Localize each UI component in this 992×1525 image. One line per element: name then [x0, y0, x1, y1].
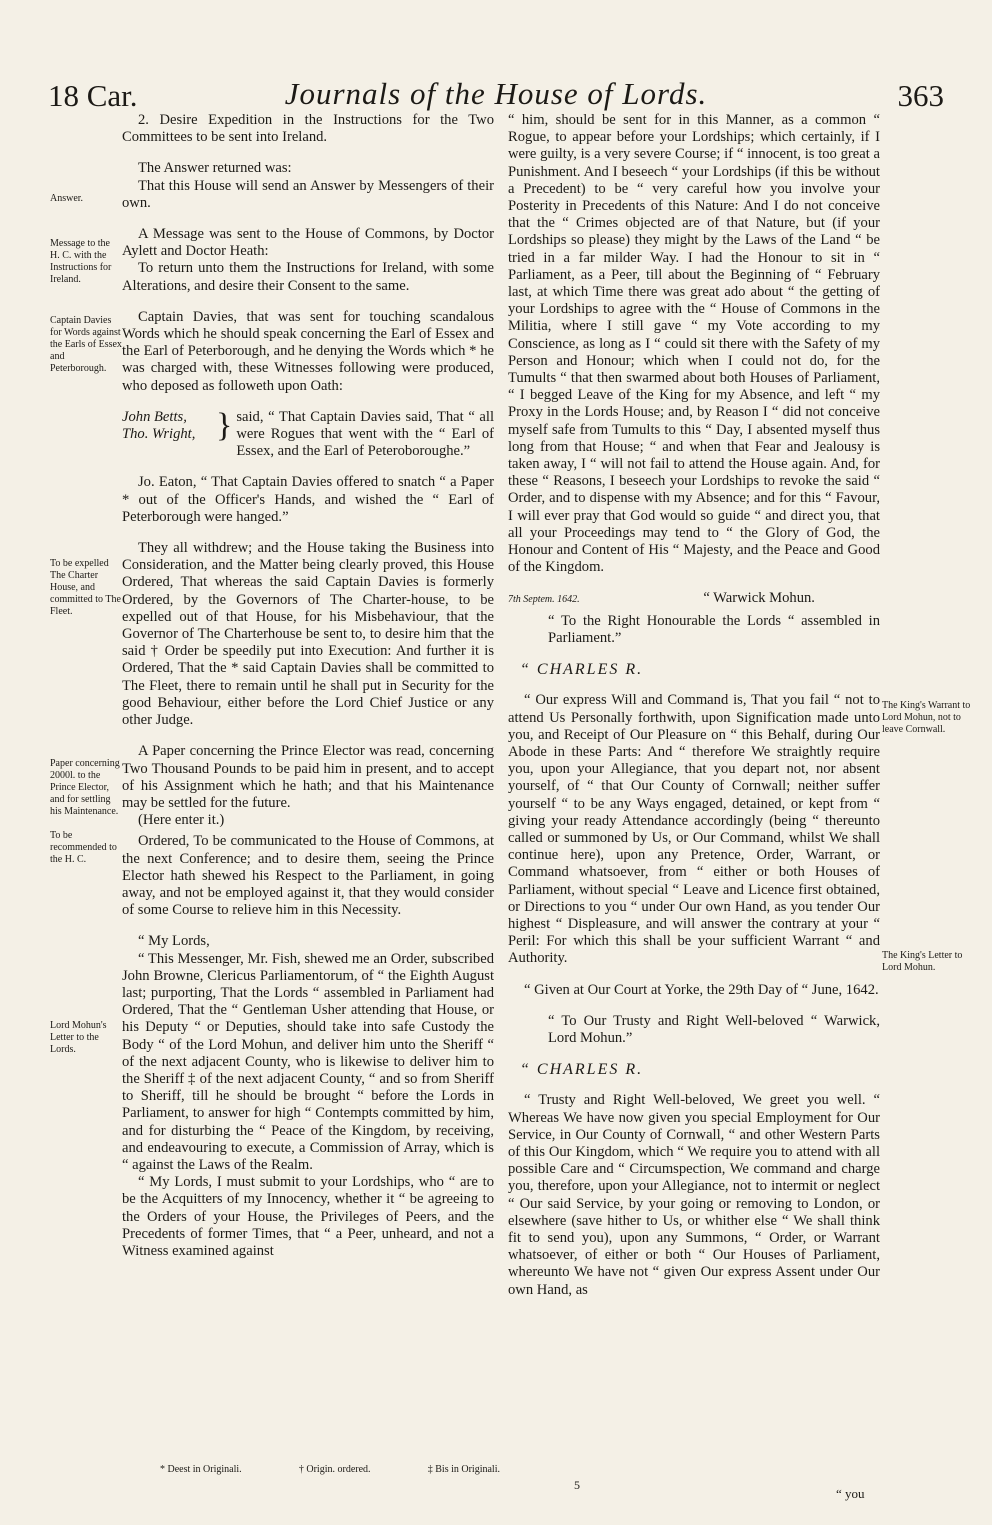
regnal-year: 18 Car. [48, 78, 138, 113]
footnote: † Origin. ordered. [298, 1464, 371, 1475]
catchword: “ you [836, 1486, 865, 1501]
warrant-address: “ To Our Trusty and Right Well-beloved “ Warwick, Lord Mohun.” [548, 1012, 880, 1046]
paragraph: The Answer returned was: [138, 160, 292, 177]
letter-dateline [508, 590, 880, 608]
margin-note-davies: Captain Davies for Words against the Earls of Essex and Peterborough. [50, 315, 122, 374]
signature-mark: 5 [574, 1478, 580, 1492]
paragraph: (Here enter it.) [138, 812, 225, 829]
margin-note-mohun-letter: Lord Mohun's Letter to the Lords. [50, 1020, 107, 1055]
warrant-given: “ Given at Our Court at Yorke, the 29th Day of “ June, 1642. [524, 981, 879, 998]
witness-name: Tho. Wright, [122, 426, 196, 443]
paragraph: “ Trusty and Right Well-beloved, We greet you well. “ Whereas We have now given you special Employment for Our Service, in Our County of Cornwall, “ and other Western Parts of this Our Kingdom, which “ We require you to attend with all possible Care and “ Circumspection, We command and charge you, therefore, upon your Allegiance, not to intermit or neglect “ Our said Service, by your going or removing to London, or elsewhere (save hither to Us, or whither else “ We shall think fit to send you), upon any Summons, “ Order, or Warrant whatsoever, of either or both “ Our Houses of Parliament, whereunto We have not “ given Our express Assent under Our own Hand, as [508, 1092, 880, 1298]
witness-names [122, 409, 212, 443]
letter-salutation: “ My Lords, [138, 933, 210, 950]
left-column [122, 112, 494, 1274]
page-number: 363 [897, 78, 944, 113]
footnote: ‡ Bis in Originali. [427, 1464, 500, 1475]
paragraph: A Paper concerning the Prince Elector was read, concerning Two Thousand Pounds to be paid him in present, and to accept of his Assignment which he hath; and that his Maintenance may be settled for the future. [122, 743, 494, 811]
paragraph: “ My Lords, I must submit to your Lordships, who “ are to be the Acquitters of my Innocency, whether it “ be agreeing to the Orders of your House, the Privileges of Peers, and the Precedents of former Times, that “ a Peer, unheard, and not a Witness examined against [122, 1174, 494, 1259]
paragraph: A Message was sent to the House of Commons, by Doctor Aylett and Doctor Heath: [122, 226, 494, 260]
witness-name: John Betts, [122, 408, 187, 425]
witness-deposition: said, “ That Captain Davies said, That “ all were Rogues that went with the “ Earl of Essex, and the Earl of Peteroboroughe.” [236, 408, 494, 460]
brace: } [216, 406, 233, 444]
letter-address: “ To the Right Honourable the Lords “ assembled in Parliament.” [548, 612, 880, 646]
paragraph: Captain Davies, that was sent for touching scandalous Words which he should speak concerning the Earl of Essex and the Earl of Peterborough, and he denying the Words which * he was charged with, these Witnesses following were produced, who deposed as followeth upon Oath: [122, 308, 494, 394]
right-column [508, 112, 880, 1313]
margin-note-recommended: To be recommended to the H. C. [50, 830, 117, 865]
witness-block [122, 406, 494, 461]
paragraph: Jo. Eaton, “ That Captain Davies offered to snatch “ a Paper * out of the Officer's Hands, and wished the “ Earl of Peterborough were hanged.” [122, 474, 494, 525]
paragraph: “ This Messenger, Mr. Fish, shewed me an Order, subscribed John Browne, Clericus Parliamentorum, of “ the Eighth August last; purporting, That the Lords “ assembled in Parliament had Ordered, That the “ Gentleman Usher attending that House, or his Deputy “ or Deputies, should take into safe Custody the Body “ of the Lord Mohun, and deliver him unto the Sheriff “ of the next adjacent County, who is likewise to deliver him to the Sheriff ‡ of the next adjacent County, “ and so from Sheriff to Sheriff, till he should be brought “ before the Lords in Parliament, to answer for high “ Contempts committed by him, and for disturbing the “ Peace of the Kingdom, by receiving, and endeavouring to execute, a Commission of Array, which is “ against the Laws of the Realm. [122, 950, 494, 1173]
paragraph: “ Our express Will and Command is, That you fail “ not to attend Us Personally forthwith, upon Signification made unto you, and Receipt of Our Pleasure on “ this Behalf, during Our Abode in these Parts: And “ therefore We straightly require you, upon your Allegiance, that you depart not, nor absent yourself, of “ that Our County of Cornwall; neither suffer yourself “ to be any Ways engaged, detained, or kept from “ giving your ready Attendance accordingly (being “ thereunto called or summoned by Us, or Our Command, whilst We shall continue here), upon any Pretence, Order, Warrant, or Command whatsoever, from “ either or both Houses of Parliament, without special “ Leave and Licence first obtained, or Directions to you “ under Our own Hand, as you tender Our highest “ Displeasure, and will answer the contrary at your “ Peril: For which this shall be your sufficient Warrant “ and Authority. [508, 692, 880, 967]
footnotes [160, 1464, 500, 1475]
paragraph: 2. Desire Expedition in the Instructions for the Two Committees to be sent into Ireland. [122, 112, 494, 146]
paragraph: They all withdrew; and the House taking the Business into Consideration, and the Matter being clearly proved, this House Ordered, That whereas the said Captain Davies is formerly Ordered, by the Governors of The Charter-house, to be expelled out of that House, for his Misbehaviour, that the Governor of The Charterhouse be sent to, to desire him that the said † Order be speedily put into Execution: And further it is Ordered, That the * said Captain Davies shall be committed to The Fleet, there to remain until he shall put in Security for the good Behaviour, either before the Lord Chief Justice or any other Judge. [122, 540, 494, 729]
margin-note-kings-letter: The King's Letter to Lord Mohun. [882, 950, 963, 973]
margin-note-warrant: The King's Warrant to Lord Mohun, not to leave Cornwall. [882, 700, 971, 735]
paragraph: “ him, should be sent for in this Manner, as a common “ Rogue, to appear before your Lordships; which certainly, if I were guilty, is a very severe Course; if “ innocent, is too great a Punishment. And I beseech “ your Lordships (if this be without a Precedent) to be “ very careful how you involve your Posterity in Precedents of this Nature: And I do not conceive that the “ Crimes objected are of that Nature, but (if your Lordships so please) they might by the Laws of the Land “ be tried in a far milder Way. I had the Honour to sit in “ Parliament, as a Peer, till about the Beginning of “ February last, at which Time there was great ado about “ the getting of your Lordships to agree with the “ House of Commons in the Militia, where I still gave “ my Vote according to my Conscience, as long as I “ could sit there with the Safety of my Person and Honour; which when I could not do, for the Tumults “ that then swarmed about both Houses of Parliament, “ I begged Leave of the King for my Absence, and left “ my Proxy in the Lords House; and, by Reason I “ did not conceive myself safe from Tumults to this “ Day, I absented myself thus long from that House; “ and when that Fear and Jealousy is taken away, I “ will not fail to attend the House again. And, for these “ Reasons, I beseech your Lordships to revoke the said “ Order, and to dispense with my Absence; and for this “ Favour, I will ever pray that God would so guide “ and direct you, that all your Proceedings may tend to “ the Glory of God, the Honour and Content of His “ Majesty, and the Peace and Good of the Kingdom. [508, 112, 880, 576]
royal-signature: “ CHARLES R. [520, 661, 644, 679]
footnote: * Deest in Originali. [160, 1464, 242, 1475]
running-title: Journals of the House of Lords. [284, 76, 708, 111]
letter-signature: “ Warwick Mohun. [703, 590, 815, 607]
paragraph: That this House will send an Answer by Messengers of their own. [122, 177, 494, 211]
letter-date: 7th Septem. 1642. [508, 594, 580, 606]
page-header [48, 70, 944, 114]
margin-note-expelled: To be expelled The Charter House, and committed to The Fleet. [50, 558, 121, 617]
paragraph: Ordered, To be communicated to the House of Commons, at the next Conference; and to desire them, seeing the Prince Elector hath shewed his Respect to the Parliament, in going away, and not be employed against it, that they would consider of some Course to relieve him in this Necessity. [122, 833, 494, 919]
royal-signature: “ CHARLES R. [520, 1061, 644, 1079]
margin-note-paper: Paper concerning 2000l. to the Prince Elector, and for settling his Maintenance. [50, 758, 120, 817]
margin-note-message: Message to the H. C. with the Instructions for Ireland. [50, 238, 112, 285]
margin-note-answer: Answer. [50, 193, 84, 204]
paragraph: To return unto them the Instructions for Ireland, with some Alterations, and desire their Consent to the same. [122, 260, 494, 294]
